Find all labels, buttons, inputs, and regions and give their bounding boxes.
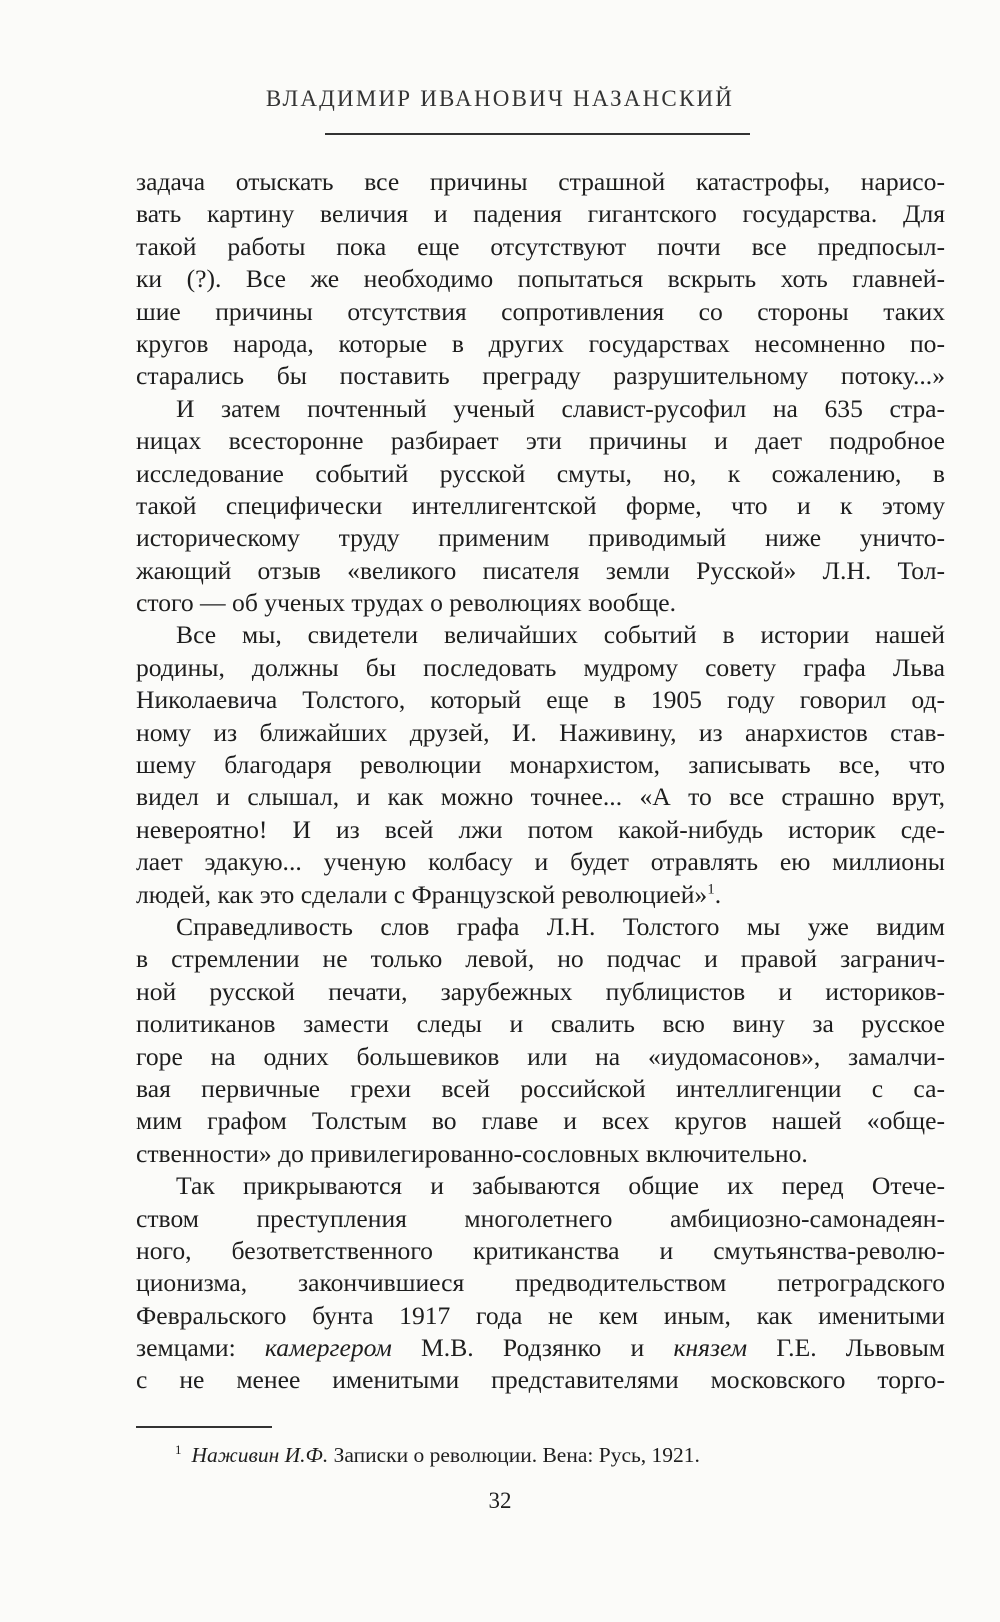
text-line: ной русской печати, зарубежных публицистов и историков- [136, 976, 945, 1006]
footnote [175, 1435, 935, 1470]
footnote-author: Наживин И.Ф. [191, 1443, 329, 1468]
text-line: горе на одних большевиков или на «иудомасонов», замалчи- [136, 1041, 945, 1071]
body-text [136, 166, 945, 1397]
text-line: ством преступления многолетнего амбициозно-самонадеян- [136, 1203, 945, 1233]
text-line: такой специфически интеллигентской форме, что и к этому [136, 490, 945, 520]
footnote-rule [136, 1426, 272, 1428]
text-line: вая первичные грехи всей российской интеллигенции с са- [136, 1073, 945, 1103]
text-line: ственности» до привилегированно-сословных включительно. [136, 1138, 808, 1168]
text-line: лает эдакую... ученую колбасу и будет отравлять ею миллионы [136, 847, 945, 877]
text-line: Все мы, свидетели величайших событий в истории нашей [176, 620, 945, 650]
text-fragment: земцами: [136, 1333, 265, 1363]
text-line: ному из ближайших друзей, И. Наживину, из анархистов став- [136, 717, 945, 747]
text-line: И затем почтенный ученый славист-русофил на 635 стра- [176, 393, 945, 423]
text-line: Николаевича Толстого, который еще в 1905 году говорил од- [136, 685, 945, 715]
text-line: историческому труду применим приводимый ниже уничто- [136, 523, 945, 553]
text-line: задача отыскать все причины страшной катастрофы, нарисо- [136, 167, 945, 196]
text-line-with-italics [136, 1332, 945, 1364]
text-line: в стремлении не только левой, но подчас и правой загранич- [136, 944, 945, 974]
text-line: вать картину величия и падения гигантского государства. Для [136, 199, 945, 229]
italic-text: князем [673, 1333, 748, 1363]
text-line: с не менее именитыми представителями московского торго- [136, 1365, 945, 1395]
page-number: 32 [488, 1488, 512, 1513]
footnote-reference: 1 [707, 881, 715, 898]
text-line: Февральского бунта 1917 года не кем иным, как именитыми [136, 1300, 945, 1330]
text-line: старались бы поставить преграду разрушительному потоку...» [136, 361, 945, 391]
text-line: ницах всесторонне разбирает эти причины и дает подробное [136, 426, 945, 456]
text-line: видел и слышал, и как можно точнее... «А то все страшно врут, [136, 782, 945, 812]
text-line: родины, должны бы последовать мудрому совету графа Льва [136, 652, 945, 682]
text-line: невероятно! И из всей лжи потом какой-нибудь историк сде- [136, 814, 945, 844]
text-line: ционизма, закончившиеся предводительством петроградского [136, 1268, 945, 1298]
text-line: исследование событий русской смуты, но, к сожалению, в [136, 458, 945, 488]
text-line: Справедливость слов графа Л.Н. Толстого мы уже видим [176, 911, 945, 941]
running-head: ВЛАДИМИР ИВАНОВИЧ НАЗАНСКИЙ [265, 86, 735, 111]
footnote-text: Записки о революции. Вена: Русь, 1921. [328, 1443, 700, 1468]
text-line: мим графом Толстым во главе и всех кругов нашей «обще- [136, 1106, 945, 1136]
text-line: шие причины отсутствия сопротивления со стороны таких [136, 296, 945, 326]
text-fragment: Г.Е. Львовым [747, 1333, 946, 1363]
text-line: политиканов замести следы и свалить всю вину за русское [136, 1009, 945, 1039]
text-line: кругов народа, которые в других государствах несомненно по- [136, 328, 945, 358]
header-rule [325, 133, 750, 135]
text-line: стого — об ученых трудах о революциях вообще. [136, 588, 677, 618]
italic-text: камергером [264, 1333, 392, 1363]
text-line: такой работы пока еще отсутствуют почти все предпосыл- [136, 231, 945, 261]
text-line: ки (?). Все же необходимо попытаться вскрыть хоть главней- [136, 264, 945, 294]
text-line: жающий отзыв «великого писателя земли Русской» Л.Н. Тол- [136, 555, 945, 585]
text-line: ного, безответственного критиканства и смутьянства-револю- [136, 1235, 945, 1265]
text-line: шему благодаря революции монархистом, записывать все, что [136, 750, 945, 780]
text-line-content: людей, как это сделали с Французской революцией» [136, 879, 708, 909]
text-line: Так прикрываются и забываются общие их перед Отече- [176, 1171, 945, 1201]
footnote-mark: 1 [175, 1442, 182, 1457]
text-fragment: М.В. Родзянко и [391, 1333, 674, 1363]
text-line-with-footnote: людей, как это сделали с Французской революцией»$^1$. [136, 879, 722, 909]
